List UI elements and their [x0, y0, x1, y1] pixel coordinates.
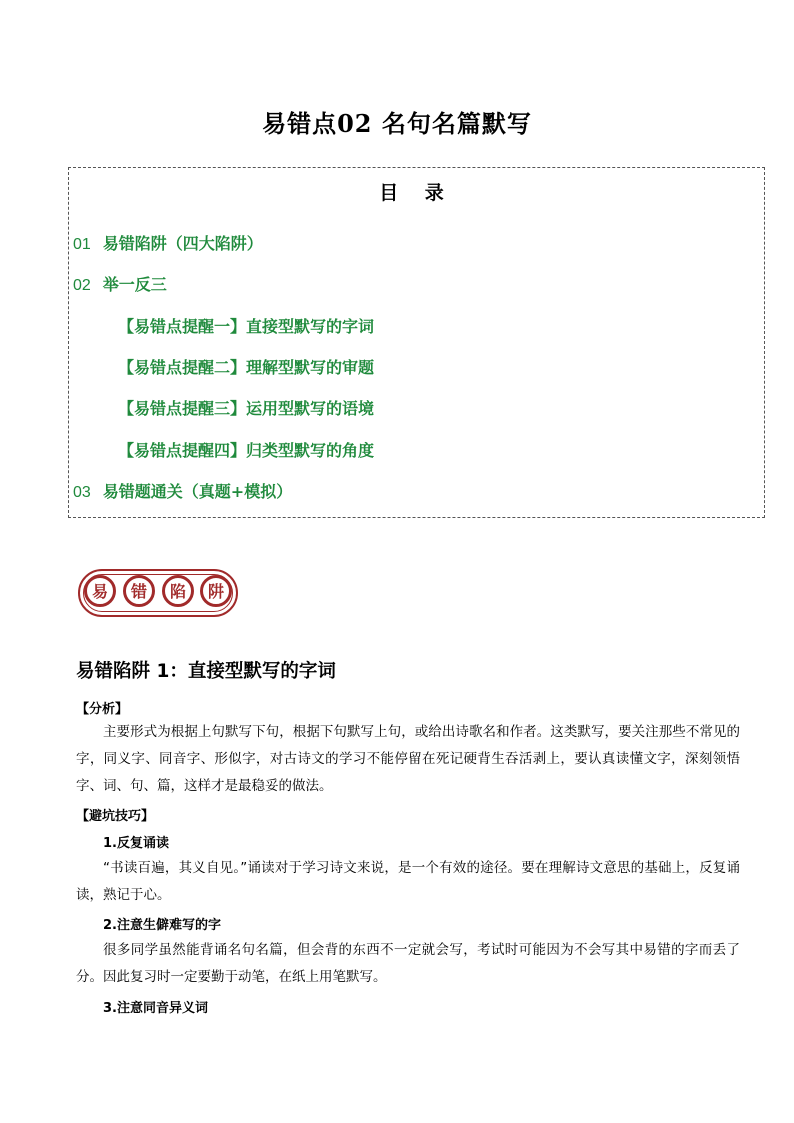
tips-label: 【避坑技巧】 — [76, 809, 155, 824]
badge-char: 陷 — [162, 575, 194, 607]
toc-item-label: 易错陷阱（四大陷阱） — [102, 234, 263, 253]
analysis-label: 【分析】 — [76, 702, 129, 717]
badge-char: 易 — [84, 575, 116, 607]
toc-item-examples[interactable] — [73, 272, 167, 295]
section-badge — [78, 569, 238, 617]
analysis-paragraph: 主要形式为根据上句默写下句，根据下句默写上句，或给出诗歌名和作者。这类默写，要关注那些不常见的字，同义字、同音字、形似字，对古诗文的学习不能停留在死记硬背生吞活剥上，要认真读懂文字，深刻领悟字、词、句、篇，这样才是最稳妥的做法。 — [76, 724, 740, 794]
tip-paragraph: 很多同学虽然能背诵名句名篇，但会背的东西不一定就会写，考试时可能因为不会写其中易错的字而丢了分。因此复习时一定要勤于动笔，在纸上用笔默写。 — [76, 942, 740, 985]
page-title: 易错点02 名句名篇默写 — [262, 109, 532, 138]
toc-item-label: 易错题通关（真题+模拟） — [102, 482, 293, 501]
toc-item-label: 【易错点提醒四】归类型默写的角度 — [118, 441, 375, 460]
toc-item-reminder-2[interactable] — [118, 355, 374, 378]
tip-paragraph: “书读百遍，其义自见。”诵读对于学习诗文来说，是一个有效的途径。要在理解诗文意思的基础上，反复诵读，熟记于心。 — [76, 860, 740, 903]
badge-char: 阱 — [200, 575, 232, 607]
toc-item-traps[interactable] — [73, 231, 263, 254]
table-of-contents — [68, 167, 765, 518]
toc-item-reminder-1[interactable] — [118, 314, 374, 337]
toc-item-practice[interactable] — [73, 479, 292, 502]
toc-item-number: 03 — [73, 484, 91, 501]
tip-title: 1.反复诵读 — [103, 836, 169, 851]
toc-item-label: 举一反三 — [102, 275, 167, 294]
toc-item-label: 【易错点提醒二】理解型默写的审题 — [118, 358, 375, 377]
toc-heading: 目 录 — [379, 182, 454, 204]
toc-item-number: 02 — [73, 277, 91, 294]
toc-item-label: 【易错点提醒三】运用型默写的语境 — [118, 399, 375, 418]
toc-item-reminder-4[interactable] — [118, 438, 374, 461]
section-title: 易错陷阱 1：直接型默写的字词 — [76, 661, 336, 682]
toc-item-label: 【易错点提醒一】直接型默写的字词 — [118, 317, 375, 336]
tip-title: 2.注意生僻难写的字 — [103, 918, 221, 933]
badge-char: 错 — [123, 575, 155, 607]
tip-title: 3.注意同音异义词 — [103, 1001, 208, 1016]
toc-item-reminder-3[interactable] — [118, 396, 374, 419]
toc-item-number: 01 — [73, 236, 91, 253]
